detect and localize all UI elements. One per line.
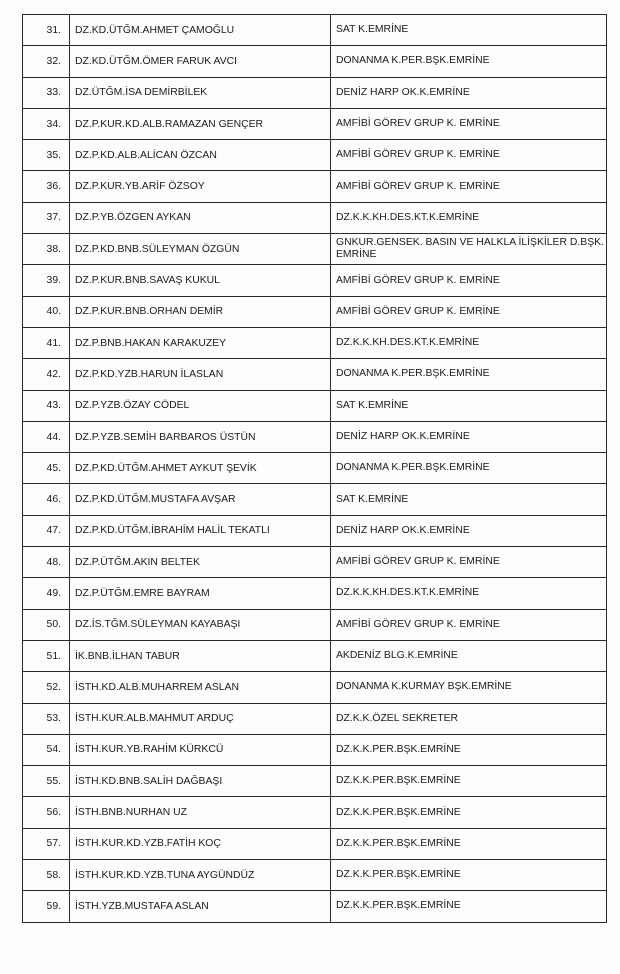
personnel-name: DZ.P.ÜTĞM.EMRE BAYRAM: [70, 578, 331, 609]
personnel-table-body: [23, 15, 607, 923]
table-row: [23, 547, 607, 578]
table-row: [23, 766, 607, 797]
personnel-name: DZ.P.KD.BNB.SÜLEYMAN ÖZGÜN: [70, 234, 331, 265]
table-row: [23, 860, 607, 891]
personnel-name: DZ.P.BNB.HAKAN KARAKUZEY: [70, 327, 331, 358]
row-number: 54.: [23, 734, 70, 765]
table-row: [23, 77, 607, 108]
personnel-table: [22, 14, 607, 923]
row-number: 49.: [23, 578, 70, 609]
assignment-unit: DZ.K.K.PER.BŞK.EMRİNE: [331, 860, 607, 891]
table-row: [23, 265, 607, 296]
row-number: 36.: [23, 171, 70, 202]
personnel-name: İSTH.KUR.KD.YZB.FATİH KOÇ: [70, 828, 331, 859]
table-row: [23, 327, 607, 358]
assignment-unit: AMFİBİ GÖREV GRUP K. EMRİNE: [331, 108, 607, 139]
table-row: [23, 578, 607, 609]
personnel-name: DZ.P.KUR.BNB.ORHAN DEMİR: [70, 296, 331, 327]
personnel-name: DZ.P.KUR.BNB.SAVAŞ KUKUL: [70, 265, 331, 296]
table-row: [23, 484, 607, 515]
personnel-name: DZ.P.KUR.KD.ALB.RAMAZAN GENÇER: [70, 108, 331, 139]
row-number: 41.: [23, 327, 70, 358]
assignment-unit: AMFİBİ GÖREV GRUP K. EMRİNE: [331, 609, 607, 640]
assignment-unit: DZ.K.K.KH.DES.KT.K.EMRİNE: [331, 202, 607, 233]
assignment-unit: DZ.K.K.ÖZEL SEKRETER: [331, 703, 607, 734]
personnel-name: İSTH.KUR.ALB.MAHMUT ARDUÇ: [70, 703, 331, 734]
row-number: 44.: [23, 421, 70, 452]
table-row: [23, 891, 607, 922]
row-number: 55.: [23, 766, 70, 797]
row-number: 51.: [23, 640, 70, 671]
assignment-unit: DENİZ HARP OK.K.EMRİNE: [331, 515, 607, 546]
row-number: 48.: [23, 547, 70, 578]
personnel-name: DZ.KD.ÜTĞM.ÖMER FARUK AVCI: [70, 46, 331, 77]
row-number: 38.: [23, 234, 70, 265]
assignment-unit: DZ.K.K.KH.DES.KT.K.EMRİNE: [331, 327, 607, 358]
row-number: 32.: [23, 46, 70, 77]
table-row: [23, 609, 607, 640]
row-number: 52.: [23, 672, 70, 703]
table-row: [23, 390, 607, 421]
row-number: 31.: [23, 15, 70, 46]
row-number: 35.: [23, 140, 70, 171]
assignment-unit: DENİZ HARP OK.K.EMRİNE: [331, 421, 607, 452]
row-number: 45.: [23, 453, 70, 484]
row-number: 47.: [23, 515, 70, 546]
personnel-name: DZ.İS.TĞM.SÜLEYMAN KAYABAŞI: [70, 609, 331, 640]
row-number: 56.: [23, 797, 70, 828]
assignment-unit: SAT K.EMRİNE: [331, 15, 607, 46]
assignment-unit: DZ.K.K.PER.BŞK.EMRİNE: [331, 828, 607, 859]
row-number: 43.: [23, 390, 70, 421]
table-row: [23, 421, 607, 452]
row-number: 39.: [23, 265, 70, 296]
row-number: 50.: [23, 609, 70, 640]
assignment-unit: DENİZ HARP OK.K.EMRİNE: [331, 77, 607, 108]
personnel-name: DZ.P.KD.ÜTĞM.MUSTAFA AVŞAR: [70, 484, 331, 515]
assignment-unit: DZ.K.K.PER.BŞK.EMRİNE: [331, 797, 607, 828]
table-row: [23, 202, 607, 233]
personnel-name: DZ.P.KD.ÜTĞM.İBRAHİM HALİL TEKATLI: [70, 515, 331, 546]
assignment-unit: GNKUR.GENSEK. BASIN VE HALKLA İLİŞKİLER D.BŞK. EMRİNE: [331, 234, 607, 265]
table-row: [23, 359, 607, 390]
table-row: [23, 171, 607, 202]
assignment-unit: DZ.K.K.PER.BŞK.EMRİNE: [331, 734, 607, 765]
personnel-name: DZ.KD.ÜTĞM.AHMET ÇAMOĞLU: [70, 15, 331, 46]
personnel-name: DZ.P.KD.YZB.HARUN İLASLAN: [70, 359, 331, 390]
table-row: [23, 640, 607, 671]
table-row: [23, 828, 607, 859]
assignment-unit: AMFİBİ GÖREV GRUP K. EMRİNE: [331, 171, 607, 202]
table-row: [23, 15, 607, 46]
table-row: [23, 672, 607, 703]
assignment-unit: AMFİBİ GÖREV GRUP K. EMRİNE: [331, 296, 607, 327]
personnel-name: İSTH.KD.ALB.MUHARREM ASLAN: [70, 672, 331, 703]
row-number: 42.: [23, 359, 70, 390]
personnel-name: İSTH.KD.BNB.SALİH DAĞBAŞI: [70, 766, 331, 797]
personnel-name: DZ.ÜTĞM.İSA DEMİRBİLEK: [70, 77, 331, 108]
personnel-name: DZ.P.YZB.ÖZAY CÖDEL: [70, 390, 331, 421]
table-row: [23, 140, 607, 171]
personnel-name: DZ.P.KD.ÜTĞM.AHMET AYKUT ŞEVİK: [70, 453, 331, 484]
table-row: [23, 797, 607, 828]
assignment-unit: SAT K.EMRİNE: [331, 484, 607, 515]
personnel-name: İSTH.KUR.KD.YZB.TUNA AYGÜNDÜZ: [70, 860, 331, 891]
assignment-unit: AMFİBİ GÖREV GRUP K. EMRİNE: [331, 265, 607, 296]
assignment-unit: DONANMA K.PER.BŞK.EMRİNE: [331, 46, 607, 77]
personnel-name: DZ.P.ÜTĞM.AKIN BELTEK: [70, 547, 331, 578]
row-number: 53.: [23, 703, 70, 734]
personnel-name: İSTH.KUR.YB.RAHİM KÜRKCÜ: [70, 734, 331, 765]
table-row: [23, 734, 607, 765]
personnel-name: İSTH.YZB.MUSTAFA ASLAN: [70, 891, 331, 922]
row-number: 40.: [23, 296, 70, 327]
table-row: [23, 108, 607, 139]
assignment-unit: AMFİBİ GÖREV GRUP K. EMRİNE: [331, 140, 607, 171]
row-number: 58.: [23, 860, 70, 891]
assignment-unit: AKDENİZ BLG.K.EMRİNE: [331, 640, 607, 671]
table-row: [23, 703, 607, 734]
assignment-unit: DONANMA K.KURMAY BŞK.EMRİNE: [331, 672, 607, 703]
personnel-name: DZ.P.YB.ÖZGEN AYKAN: [70, 202, 331, 233]
assignment-unit: DZ.K.K.PER.BŞK.EMRİNE: [331, 766, 607, 797]
table-row: [23, 453, 607, 484]
assignment-unit: SAT K.EMRİNE: [331, 390, 607, 421]
personnel-name: DZ.P.KUR.YB.ARİF ÖZSOY: [70, 171, 331, 202]
assignment-unit: DZ.K.K.PER.BŞK.EMRİNE: [331, 891, 607, 922]
personnel-name: İSTH.BNB.NURHAN UZ: [70, 797, 331, 828]
table-row: [23, 296, 607, 327]
personnel-name: İK.BNB.İLHAN TABUR: [70, 640, 331, 671]
personnel-name: DZ.P.KD.ALB.ALİCAN ÖZCAN: [70, 140, 331, 171]
personnel-name: DZ.P.YZB.SEMİH BARBAROS ÜSTÜN: [70, 421, 331, 452]
table-row: [23, 515, 607, 546]
assignment-unit: DONANMA K.PER.BŞK.EMRİNE: [331, 359, 607, 390]
row-number: 46.: [23, 484, 70, 515]
row-number: 59.: [23, 891, 70, 922]
assignment-unit: DONANMA K.PER.BŞK.EMRİNE: [331, 453, 607, 484]
table-row: [23, 46, 607, 77]
table-row: [23, 234, 607, 265]
row-number: 57.: [23, 828, 70, 859]
row-number: 37.: [23, 202, 70, 233]
row-number: 34.: [23, 108, 70, 139]
assignment-unit: AMFİBİ GÖREV GRUP K. EMRİNE: [331, 547, 607, 578]
assignment-unit: DZ.K.K.KH.DES.KT.K.EMRİNE: [331, 578, 607, 609]
row-number: 33.: [23, 77, 70, 108]
